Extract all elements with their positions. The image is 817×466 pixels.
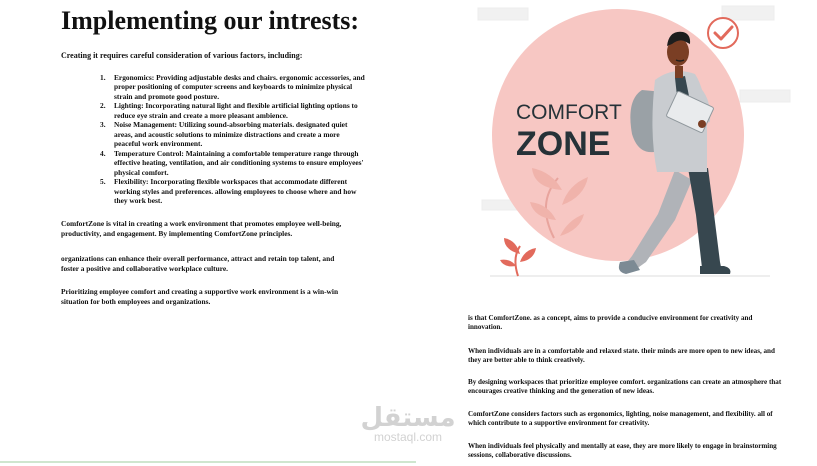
paragraph-win-win: Prioritizing employee comfort and creating a supportive work environment is a win-win situation for both employees and organizations. [61, 287, 339, 306]
list-number: 4. [100, 148, 106, 158]
comfort-zone-illustration [470, 0, 792, 282]
list-item-text: Lighting: Incorporating natural light and flexible artificial lighting options to reduce eye strain and create a more pleasant ambience. [114, 101, 358, 120]
list-item-text: Temperature Control: Maintaining a comfortable temperature range through effective heating, ventilation, and air conditioning systems to ensure employees' physical comfort. [114, 148, 364, 177]
list-item-text: Noise Management: Utilizing sound-absorbing materials. designated quiet areas, and acoustic solutions to minimize distractions and create a more peaceful work environment. [114, 120, 348, 149]
list-item [100, 120, 365, 148]
bottom-divider [0, 461, 416, 463]
paragraph-wellbeing: ComfortZone is vital in creating a work environment that promotes employee well-being, productivity, and engagement. By implementing ComfortZone principles. [61, 219, 342, 238]
list-item-text: Flexibility: Incorporating flexible workspaces that accommodate different working styles and preferences. allowing employees to choose where and how they work best. [114, 177, 357, 206]
paragraph-relaxed: When individuals are in a comfortable and relaxed state. their minds are more open to new ideas, and they are better able to think creatively. [468, 347, 775, 365]
paragraph-factors: ComfortZone considers factors such as ergonomics, lighting, noise management, and flexibility. all of which contribute to a supportive environment for creativity. [468, 410, 773, 428]
illustration-text-comfort: COMFORT [516, 101, 622, 124]
paragraph-concept: is that ComfortZone. as a concept, aims to provide a conducive environment for creativity and innovation. [468, 314, 753, 332]
page-title: Implementing our intrests: [61, 6, 360, 35]
mostaql-watermark [358, 405, 458, 444]
list-item-text: Ergonomics: Providing adjustable desks and chairs. ergonomic accessories, and proper positioning of computer screens and keyboards to minimize physical strain and promote good posture. [114, 73, 365, 101]
list-item [100, 101, 365, 120]
list-number: 5. [100, 177, 106, 187]
watermark-latin: mostaql.com [373, 430, 443, 444]
list-item [100, 73, 365, 101]
list-item [100, 177, 365, 205]
illustration-text-zone: ZONE [516, 125, 611, 163]
paragraph-brainstorming: When individuals feel physically and mentally at ease, they are more likely to engage in brainstorming sessions, collaborative discussions. [468, 442, 777, 460]
list-item [100, 149, 365, 177]
list-number: 3. [100, 120, 106, 130]
factors-list [100, 73, 365, 206]
list-number: 2. [100, 101, 106, 111]
watermark-arabic: مستقل [360, 403, 456, 433]
list-number: 1. [100, 73, 106, 82]
paragraph-performance: organizations can enhance their overall performance, attract and retain top talent, and foster a positive and collaborative workplace culture. [61, 254, 335, 273]
intro-text: Creating it requires careful consideration of various factors, including: [61, 51, 303, 60]
check-icon [708, 18, 738, 48]
paragraph-workspaces: By designing workspaces that prioritize employee comfort. organizations can create an atmosphere that encourages creative thinking and the generation of new ideas. [468, 378, 782, 396]
